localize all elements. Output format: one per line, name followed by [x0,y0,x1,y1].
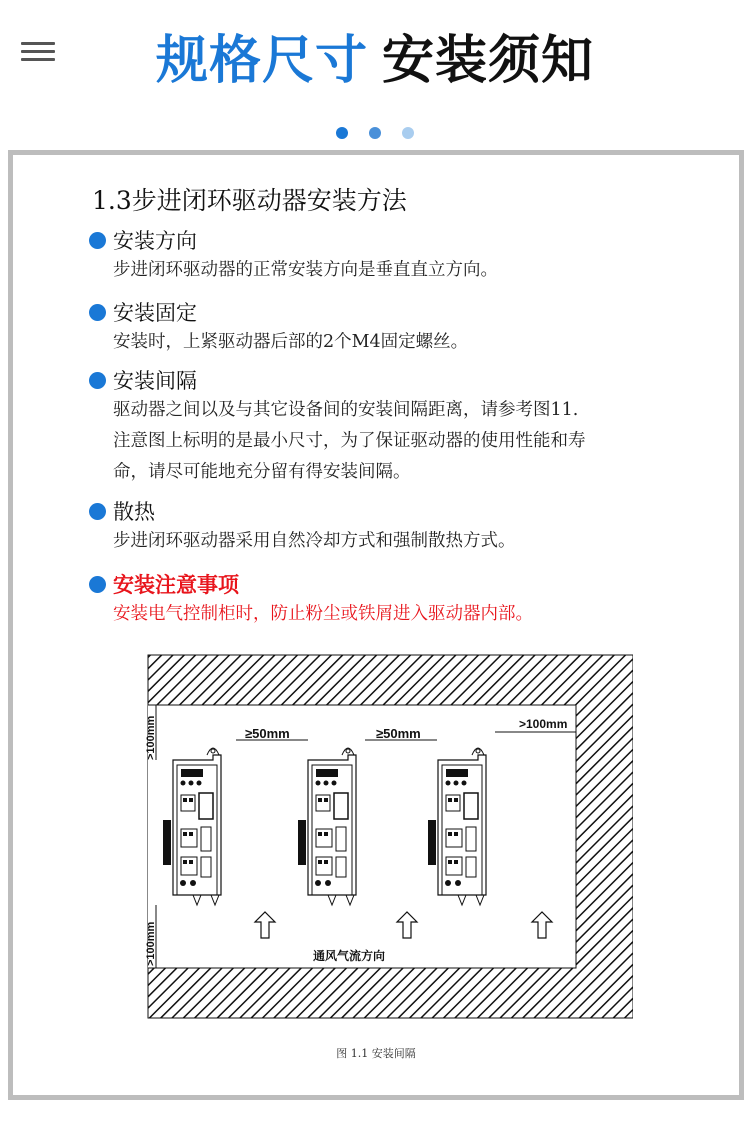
item-heat-dissipation [89,496,516,557]
item-text: 注意图上标明的是最小尺寸，为了保证驱动器的使用性能和寿 [113,431,586,451]
item-heading: 安装方向 [113,229,197,253]
item-text: 命，请尽可能地充分留有得安装间隔。 [113,462,411,482]
carousel-dots [0,124,750,143]
item-heading: 散热 [113,500,155,524]
right-gap-label: >100mm [519,717,568,731]
item-install-spacing [89,365,586,488]
spacing-diagram [143,650,633,1020]
figure-caption: 图 1.1 安装间隔 [336,1047,416,1060]
page-title-black: 安装须知 [382,31,595,91]
bullet-icon [89,304,106,321]
top-gap-label: >100mm [145,715,157,760]
gap-2-label: ≥50mm [376,726,421,741]
bullet-icon [89,372,106,389]
page-title-blue: 规格尺寸 [155,31,368,91]
item-text: 步进闭环驱动器采用自然冷却方式和强制散热方式。 [113,531,516,551]
content-card [8,150,744,1100]
item-text: 安装电气控制柜时，防止粉尘或铁屑进入驱动器内部。 [113,604,533,624]
airflow-label: 通风气流方向 [313,949,386,963]
item-heading: 安装间隔 [113,369,197,393]
item-text: 驱动器之间以及与其它设备间的安装间隔距离，请参考图11. [113,400,579,420]
item-heading: 安装注意事项 [113,572,239,597]
carousel-dot-1[interactable] [336,127,348,139]
bullet-icon [89,232,106,249]
gap-1-label: ≥50mm [245,726,290,741]
bullet-icon [89,503,106,520]
carousel-dot-3[interactable] [402,127,414,139]
page-title [0,26,750,96]
bullet-icon [89,576,106,593]
item-install-fixing [89,297,468,358]
item-heading: 安装固定 [113,301,197,325]
bottom-gap-label: >100mm [145,921,157,966]
item-install-direction [89,225,498,286]
item-text: 安装时，上紧驱动器后部的2个M4固定螺丝。 [113,332,469,352]
section-title: 1.3步进闭环驱动器安装方法 [92,186,407,215]
item-text: 步进闭环驱动器的正常安装方向是垂直直立方向。 [113,260,498,280]
carousel-dot-2[interactable] [369,127,381,139]
item-install-notes [89,569,533,630]
